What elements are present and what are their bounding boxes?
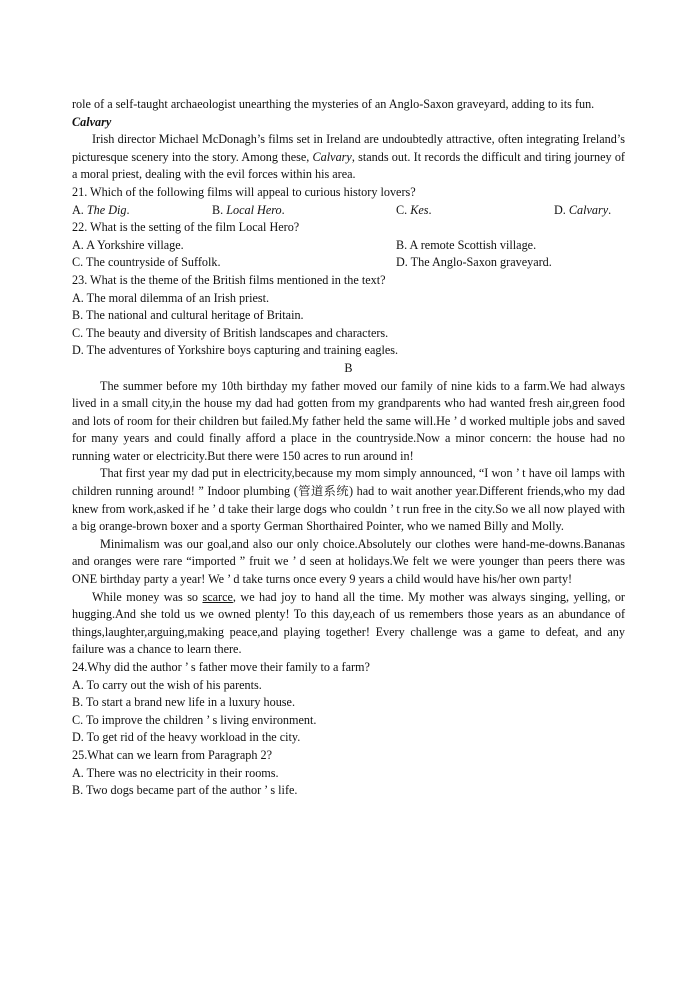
q24-option-a[interactable]: A. To carry out the wish of his parents. <box>72 677 262 692</box>
document-page <box>72 96 625 800</box>
question-22-options-row1 <box>72 237 625 255</box>
question-22-stem: 22. What is the setting of the film Local Hero? <box>72 220 300 235</box>
q22-option-c[interactable]: C. The countryside of Suffolk. <box>72 255 221 270</box>
q25-option-a[interactable]: A. There was no electricity in their rooms. <box>72 765 279 780</box>
q21-option-d[interactable]: D. Calvary. <box>554 202 612 217</box>
passage-b-paragraph-1: The summer before my 10th birthday my father moved our family of nine kids to a farm.We had always lived in a small city,in the house my dad had gotten from my grandparents who had wanted fresh air,green food and lots of room for their children but failed.My father held the same will.He ’ d worked multiple jobs and saved for many years and could finally afford a place in the countryside.Now a minor concern: the house had no running water or electricity.But there were 150 acres to run around in! <box>72 378 625 463</box>
question-23-stem: 23. What is the theme of the British films mentioned in the text? <box>72 272 386 287</box>
p4-text-2: , we had joy to hand all the time. My mother was always singing, yelling, or hugging.And she told us we owned plenty! To this day,each of us remembers those years as an abundance of things,laughter,arguing,making peace,and playing together! Every challenge was a game to defeat, and any failure was a chance to learn there. <box>72 589 625 657</box>
q21-option-c[interactable]: C. Kes. <box>396 202 432 217</box>
calvary-title-italic: Calvary <box>312 149 352 164</box>
q25-option-b[interactable]: B. Two dogs became part of the author ’ s life. <box>72 783 298 798</box>
question-24-stem: 24.Why did the author ’ s father move their family to a farm? <box>72 660 370 674</box>
calvary-text-1: Irish director Michael McDonagh’s films set in Ireland are undoubtedly attractive, often integrating Ireland’s picturesque scenery into the story. Among these, <box>72 132 625 164</box>
q23-option-b[interactable]: B. The national and cultural heritage of Britain. <box>72 308 304 323</box>
p4-text-1: While money was so <box>92 589 203 604</box>
passage-b-paragraph-3: Minimalism was our goal,and also our only choice.Absolutely our clothes were hand-me-downs.Bananas and oranges were rare “imported ” fruit we ’ d seen at holidays.We felt we were younger than peers there was ONE birthday party a year! We ’ d take turns once every 9 years a child would have his/her own party! <box>72 536 625 587</box>
q23-option-c[interactable]: C. The beauty and diversity of British landscapes and characters. <box>72 325 389 340</box>
question-25-stem: 25.What can we learn from Paragraph 2? <box>72 747 272 762</box>
calvary-heading: Calvary <box>72 114 112 129</box>
q24-option-d[interactable]: D. To get rid of the heavy workload in the city. <box>72 730 301 745</box>
q21-option-a[interactable]: A. The Dig. <box>72 202 130 217</box>
question-21-options <box>72 202 625 220</box>
q21-option-b[interactable]: B. Local Hero. <box>212 202 285 217</box>
q22-option-b[interactable]: B. A remote Scottish village. <box>396 237 537 252</box>
q24-option-b[interactable]: B. To start a brand new life in a luxury house. <box>72 695 295 710</box>
q23-option-a[interactable]: A. The moral dilemma of an Irish priest. <box>72 290 270 305</box>
passage-b-paragraph-4 <box>72 589 625 659</box>
q24-option-c[interactable]: C. To improve the children ’ s living environment. <box>72 712 317 727</box>
q23-option-d[interactable]: D. The adventures of Yorkshire boys capturing and training eagles. <box>72 343 399 358</box>
question-22-options-row2 <box>72 254 625 272</box>
scarce-underlined: scarce <box>202 589 233 604</box>
q22-option-a[interactable]: A. A Yorkshire village. <box>72 237 184 252</box>
passage-b-paragraph-2: That first year my dad put in electricity,because my mom simply announced, “I won ’ t have oil lamps with children running around! ” Indoor plumbing (管道系统) had to wait another year.Different friends,who my dad knew from work,asked if he ’ d take their large dogs who couldn ’ t run free in the city.So we all now played with a big orange-brown boxer and a sporty German Shorthaired Pointer, who we named Billy and Molly. <box>72 466 625 534</box>
passage-b-label: B <box>344 360 353 375</box>
passage-a-continuation: role of a self-taught archaeologist unearthing the mysteries of an Anglo-Saxon graveyard, adding to its fun. <box>72 97 595 111</box>
calvary-paragraph <box>72 131 625 184</box>
q22-option-d[interactable]: D. The Anglo-Saxon graveyard. <box>396 255 552 270</box>
calvary-text-2: , stands out. It records the difficult and tiring journey of a moral priest, dealing with the evil forces within his area. <box>72 149 625 182</box>
question-21-stem: 21. Which of the following films will appeal to curious history lovers? <box>72 184 416 199</box>
